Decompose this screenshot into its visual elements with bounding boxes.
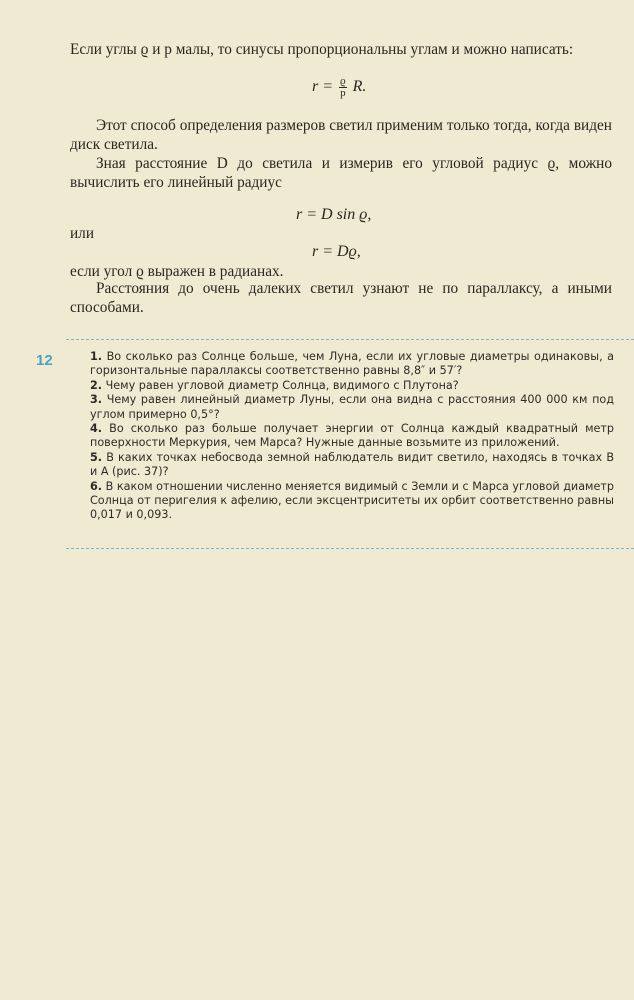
exercise-bottom-divider — [66, 548, 634, 549]
question-text: В каком отношении численно меняется видимый с Земли и с Марса угловой диаметр Солнца от перигелия к афелию, если эксцентриситеты их орбит соответственно равны 0,017 и 0,093. — [90, 479, 614, 522]
fraction-numerator: ϱ — [340, 75, 346, 87]
paragraph-method — [70, 116, 612, 154]
exercise-questions — [90, 350, 614, 523]
exercise-number: 12 — [36, 352, 53, 369]
paragraph-text: Зная расстояние D до светила и измерив его угловой радиус ϱ, можно вычислить его линейный радиус — [70, 155, 612, 191]
question-number: 3. — [90, 393, 103, 407]
paragraph-text: Расстояния до очень далеких светил узнают не по параллаксу, а иными способами. — [70, 280, 612, 316]
question-item — [90, 422, 614, 451]
paragraph-small-angles — [70, 40, 612, 59]
question-item — [90, 393, 614, 422]
question-item — [90, 350, 614, 379]
question-text: Во сколько раз больше получает энергии от Солнца каждый квадратный метр поверхности Меркурия, чем Марса? Нужные данные возьмите из приложений. — [90, 422, 615, 450]
paragraph-text: или — [70, 225, 95, 242]
paragraph-text: Этот способ определения размеров светил применим только тогда, когда виден диск светила. — [70, 117, 612, 153]
exercise-top-divider — [66, 339, 634, 340]
question-item — [90, 379, 614, 393]
question-text: Во сколько раз Солнце больше, чем Луна, если их угловые диаметры одинаковы, а горизонтальные параллаксы соответственно равны 8,8″ и 57′? — [90, 350, 614, 378]
paragraph-text: Если углы ϱ и p малы, то синусы пропорциональны углам и можно написать: — [70, 41, 574, 58]
question-item — [90, 480, 614, 523]
question-number: 4. — [90, 422, 103, 436]
formula-text: r = Dϱ, — [312, 243, 361, 260]
paragraph-distance — [70, 154, 612, 192]
formula-text: r = D sin ϱ, — [296, 206, 372, 223]
formula-r-equals-rho-over-p-r — [312, 76, 366, 99]
paragraph-text: если угол ϱ выражен в радианах. — [70, 263, 284, 280]
question-number: 2. — [90, 378, 103, 392]
question-text: Чему равен линейный диаметр Луны, если она видна с расстояния 400 000 км под углом примерно 0,5°? — [90, 393, 614, 421]
word-or — [70, 224, 612, 243]
paragraph-far-stars — [70, 279, 612, 317]
question-text: В каких точках небосвода земной наблюдатель видит светило, находясь в точках B и A (рис. 37)? — [90, 450, 614, 479]
formula-r-d-rho — [312, 243, 361, 261]
fraction-denominator: p — [340, 87, 346, 99]
formula-left: r = — [312, 78, 334, 96]
formula-r-d-sin-rho — [296, 206, 371, 224]
question-number: 6. — [90, 479, 103, 493]
formula-right: R. — [352, 78, 367, 96]
question-text: Чему равен угловой диаметр Солнца, видимого с Плутона? — [105, 378, 459, 392]
question-number: 1. — [90, 350, 103, 363]
question-number: 5. — [90, 450, 103, 464]
question-item — [90, 451, 614, 480]
fraction — [339, 76, 347, 99]
